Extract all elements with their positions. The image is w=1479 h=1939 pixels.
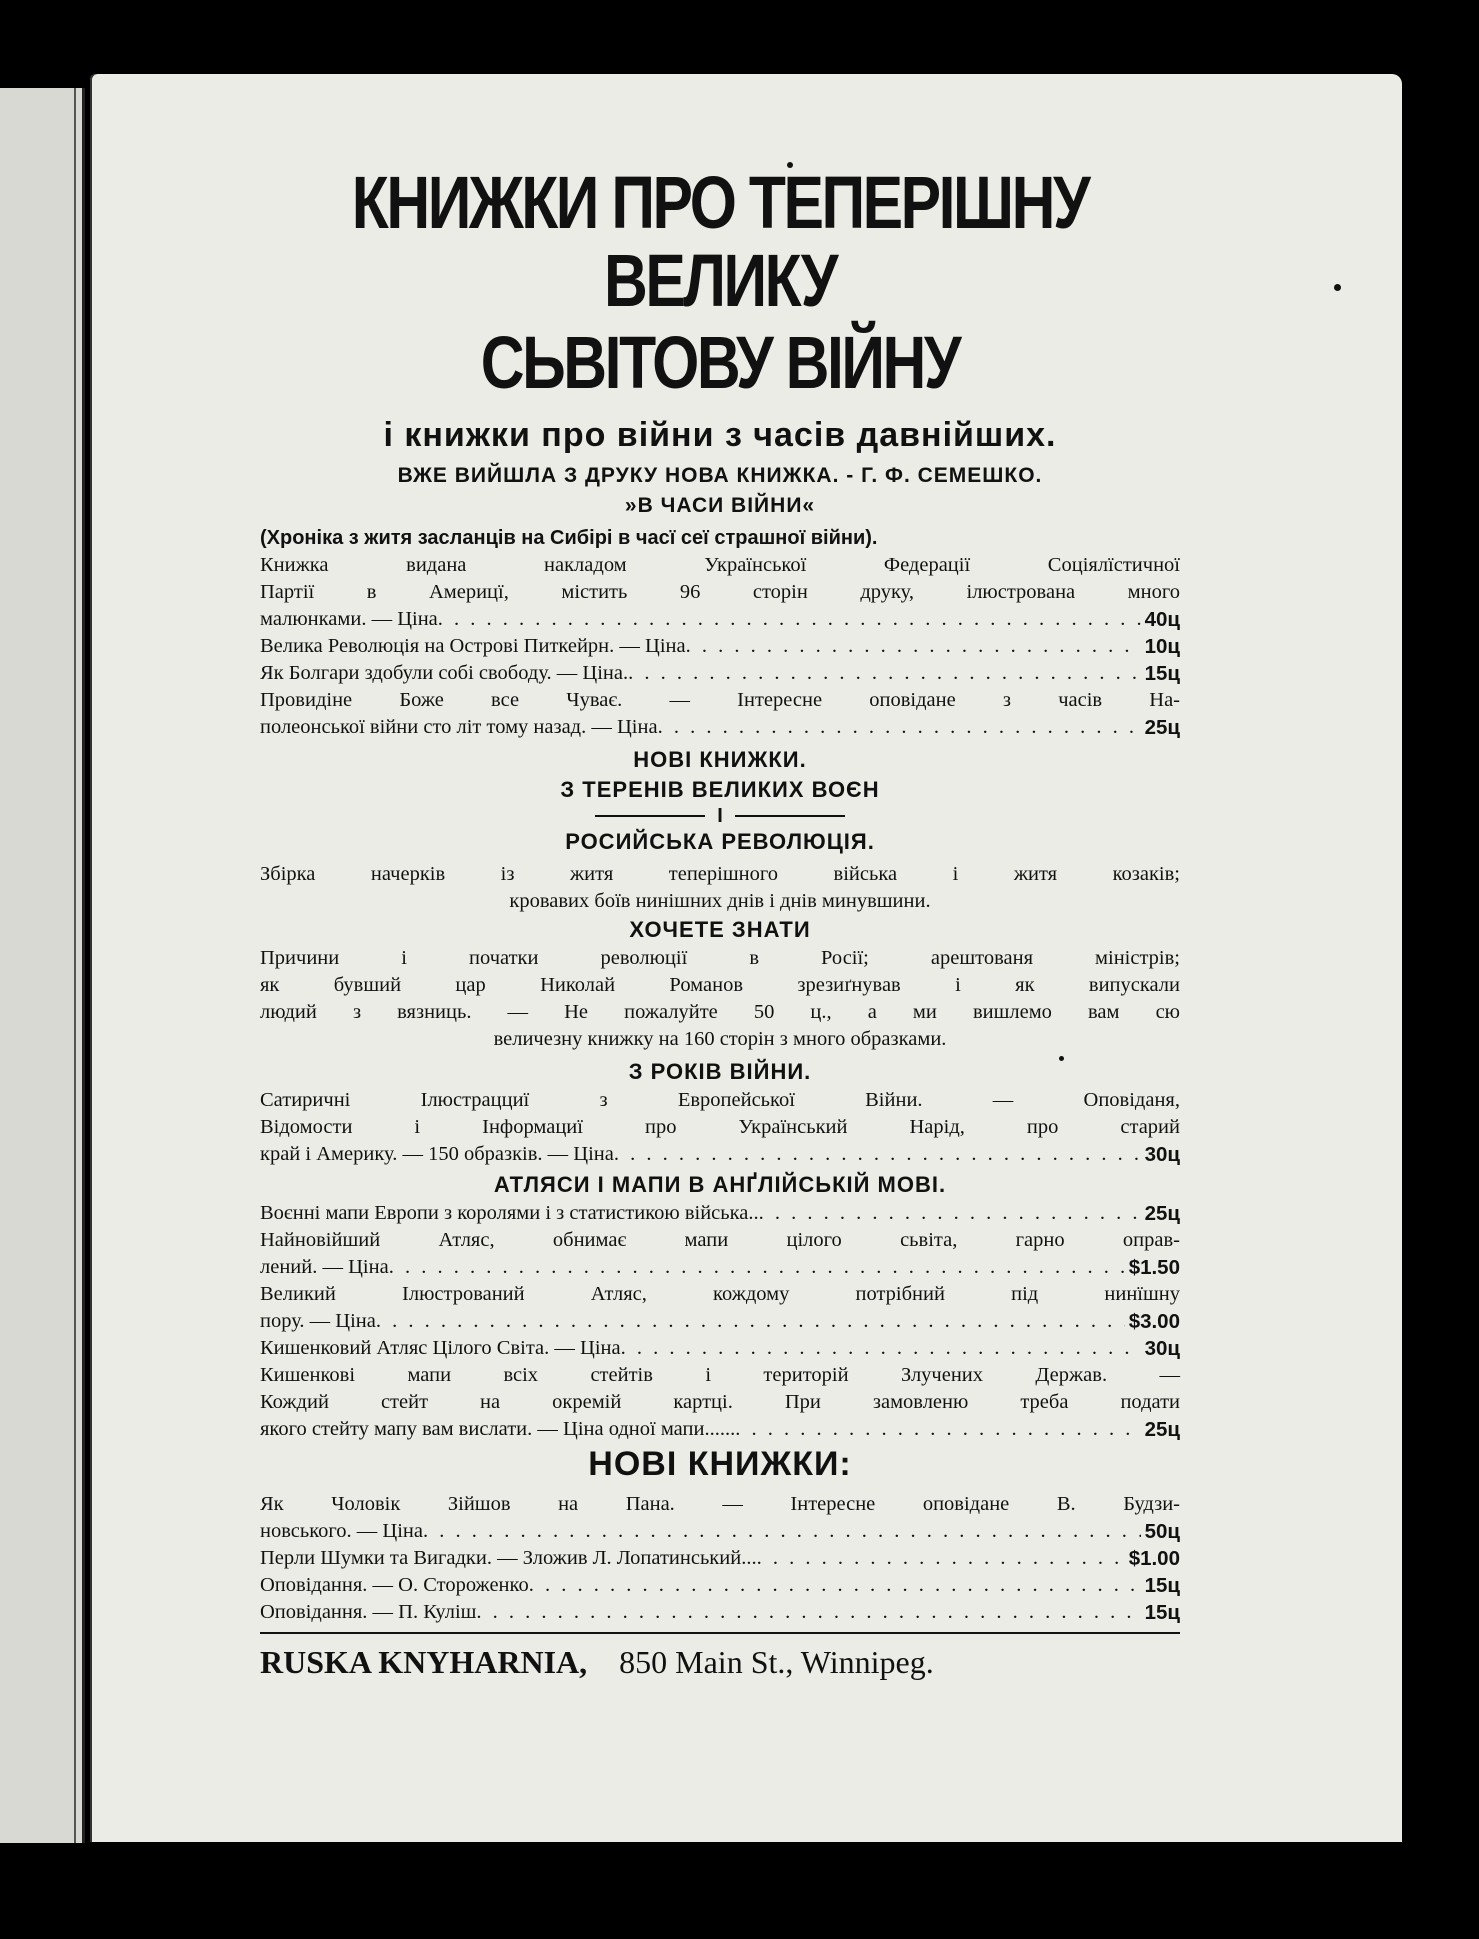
price-row (260, 1200, 1180, 1227)
separator-bar (735, 815, 845, 817)
subtitle: і книжки про війни з часів давнійших. (383, 416, 1057, 454)
footer-address (260, 1642, 1180, 1682)
leader-dots (686, 633, 1141, 660)
item-label: полеонської війни сто літ тому назад. — Ціна (260, 716, 658, 738)
section-text: Відомости і Інформациї про Український Нарід, про старий (260, 1116, 1180, 1138)
price-row (260, 1572, 1180, 1599)
item-price: 15ц (1144, 1601, 1180, 1624)
item-description: Кождий стейт на окремій картці. При замовленю треба подати (260, 1391, 1180, 1413)
document-page (90, 74, 1402, 1842)
item-label: Як Болгари здобули собі свободу. — Ціна. (260, 662, 629, 684)
item-price: 10ц (1144, 635, 1180, 658)
book-title: »В ЧАСИ ВІЙНИ« (624, 494, 816, 517)
section-heading: АТЛЯСИ І МАПИ В АНҐЛІЙСЬКІЙ МОВІ. (493, 1172, 947, 1197)
section-subheading: З ТЕРЕНІВ ВЕЛИКИХ ВОЄН (560, 777, 880, 802)
item-price: 25ц (1144, 1418, 1180, 1441)
price-row (260, 1599, 1180, 1626)
item-price: 15ц (1144, 662, 1180, 685)
section-text: кровавих боїв нинішних днів і днів минувшини. (509, 890, 931, 912)
item-label: Оповідання. — О. Стороженко (260, 1574, 529, 1596)
main-title-line1: КНИЖКИ ПРО ТЕПЕРІШНУ ВЕЛИКУ (351, 161, 1089, 322)
speck-mark (1334, 284, 1341, 291)
separator-bar (595, 815, 705, 817)
item-label: якого стейту мапу вам вислати. — Ціна одної мапи...... (260, 1418, 736, 1440)
separator (260, 805, 1180, 827)
book-description: Партії в Америцї, містить 96 сторін друку, ілюстрована много (260, 581, 1180, 603)
section-heading: НОВІ КНИЖКИ. (633, 747, 807, 772)
advertisement (260, 161, 1180, 1682)
leader-dots (658, 714, 1141, 741)
section-text: Збірка начерків із житя теперішного війська і житя козаків; (260, 863, 1180, 885)
section-text: величезну книжку на 160 сторін з много образками. (493, 1028, 947, 1050)
item-label: Кишенковий Атляс Цілого Світа. — Ціна (260, 1337, 621, 1359)
item-price: $3.00 (1128, 1310, 1180, 1333)
leader-dots (628, 660, 1140, 687)
item-label: Оповідання. — П. Куліш (260, 1601, 477, 1623)
item-label: Воєнні мапи Европи з королями і з статистикою війська.. (260, 1202, 759, 1224)
leader-dots (389, 1254, 1125, 1281)
section-text: як бувший цар Николай Романов зрезиґнував і як випускали (260, 974, 1180, 996)
announcement: ВЖЕ ВИЙШЛА З ДРУКУ НОВА КНИЖКА. - Г. Ф. СЕМЕШКО. (397, 464, 1043, 487)
leader-dots (376, 1308, 1125, 1335)
leader-dots (423, 1518, 1141, 1545)
leader-dots (757, 1545, 1125, 1572)
item-price: $1.50 (1128, 1256, 1180, 1279)
price-row (260, 1335, 1180, 1362)
store-address: 850 Main St., Winnipeg. (619, 1644, 934, 1680)
leader-dots (735, 1416, 1140, 1443)
book-description: (Хроніка з житя засланців на Сибірі в часї сеї страшної війни). (260, 527, 878, 549)
left-page-edge (0, 88, 85, 1843)
item-label: Перли Шумки та Вигадки. — Зложив Л. Лопатинський... (260, 1547, 757, 1569)
price-row (260, 633, 1180, 660)
item-price: 50ц (1144, 1520, 1180, 1543)
section-heading: НОВІ КНИЖКИ: (588, 1445, 852, 1483)
price-row (260, 1308, 1180, 1335)
item-price: 40ц (1144, 608, 1180, 631)
price-row (260, 1254, 1180, 1281)
section-subheading: РОСИЙСЬКА РЕВОЛЮЦІЯ. (565, 829, 875, 854)
section-text: людий з вязниць. — Не пожалуйте 50 ц., а ми вишлемо вам сю (260, 1001, 1180, 1023)
leader-dots (476, 1599, 1140, 1626)
leader-dots (621, 1335, 1141, 1362)
leader-dots (438, 606, 1141, 633)
price-row (260, 1141, 1180, 1168)
section-text: Причини і початки революції в Росії; арештованя міністрів; (260, 947, 1180, 969)
leader-dots (529, 1572, 1141, 1599)
leader-dots (614, 1141, 1141, 1168)
item-description: Найновійший Атляс, обнимає мапи цілого сьвіта, гарно оправ- (260, 1229, 1180, 1251)
item-price: 25ц (1144, 1202, 1180, 1225)
item-price: 30ц (1144, 1143, 1180, 1166)
item-description: Кишенкові мапи всіх стейтів і територій Злучених Держав. — (260, 1364, 1180, 1386)
section-text: Сатиричні Ілюстрацциї з Европейської Війни. — Оповіданя, (260, 1089, 1180, 1111)
separator-letter: І (717, 805, 723, 827)
item-description: Провидіне Боже все Чуває. — Інтересне оповідане з часів На- (260, 689, 1180, 711)
item-price: 25ц (1144, 716, 1180, 739)
item-price: $1.00 (1128, 1547, 1180, 1570)
item-label: малюнками. — Ціна (260, 608, 438, 630)
item-description: Як Чоловік Зійшов на Пана. — Інтересне оповідане В. Будзи- (260, 1493, 1180, 1515)
item-price: 30ц (1144, 1337, 1180, 1360)
item-price: 15ц (1144, 1574, 1180, 1597)
footer-rule (260, 1632, 1180, 1634)
price-row (260, 1416, 1180, 1443)
book-description: Книжка видана накладом Української Федерації Соціялїстичної (260, 554, 1180, 576)
item-label: лений. — Ціна (260, 1256, 389, 1278)
price-row (260, 1518, 1180, 1545)
item-description: Великий Ілюстрований Атляс, кождому потрібний під нинїшну (260, 1283, 1180, 1305)
item-label: Велика Революція на Острові Питкейрн. — Ціна (260, 635, 686, 657)
store-name: RUSKA KNYHARNIA, (260, 1644, 588, 1680)
item-label: пору. — Ціна (260, 1310, 376, 1332)
item-label: новського. — Ціна (260, 1520, 423, 1542)
price-row (260, 714, 1180, 741)
page-spine-line (74, 88, 76, 1843)
leader-dots (759, 1200, 1141, 1227)
item-label: край і Америку. — 150 образків. — Ціна (260, 1143, 614, 1165)
price-row (260, 1545, 1180, 1572)
price-row (260, 606, 1180, 633)
price-row (260, 660, 1180, 687)
section-heading: ХОЧЕТЕ ЗНАТИ (629, 917, 811, 942)
main-title-line2: СЬВІТОВУ ВІЙНУ (480, 321, 960, 404)
section-heading: З РОКІВ ВІЙНИ. (628, 1059, 812, 1084)
